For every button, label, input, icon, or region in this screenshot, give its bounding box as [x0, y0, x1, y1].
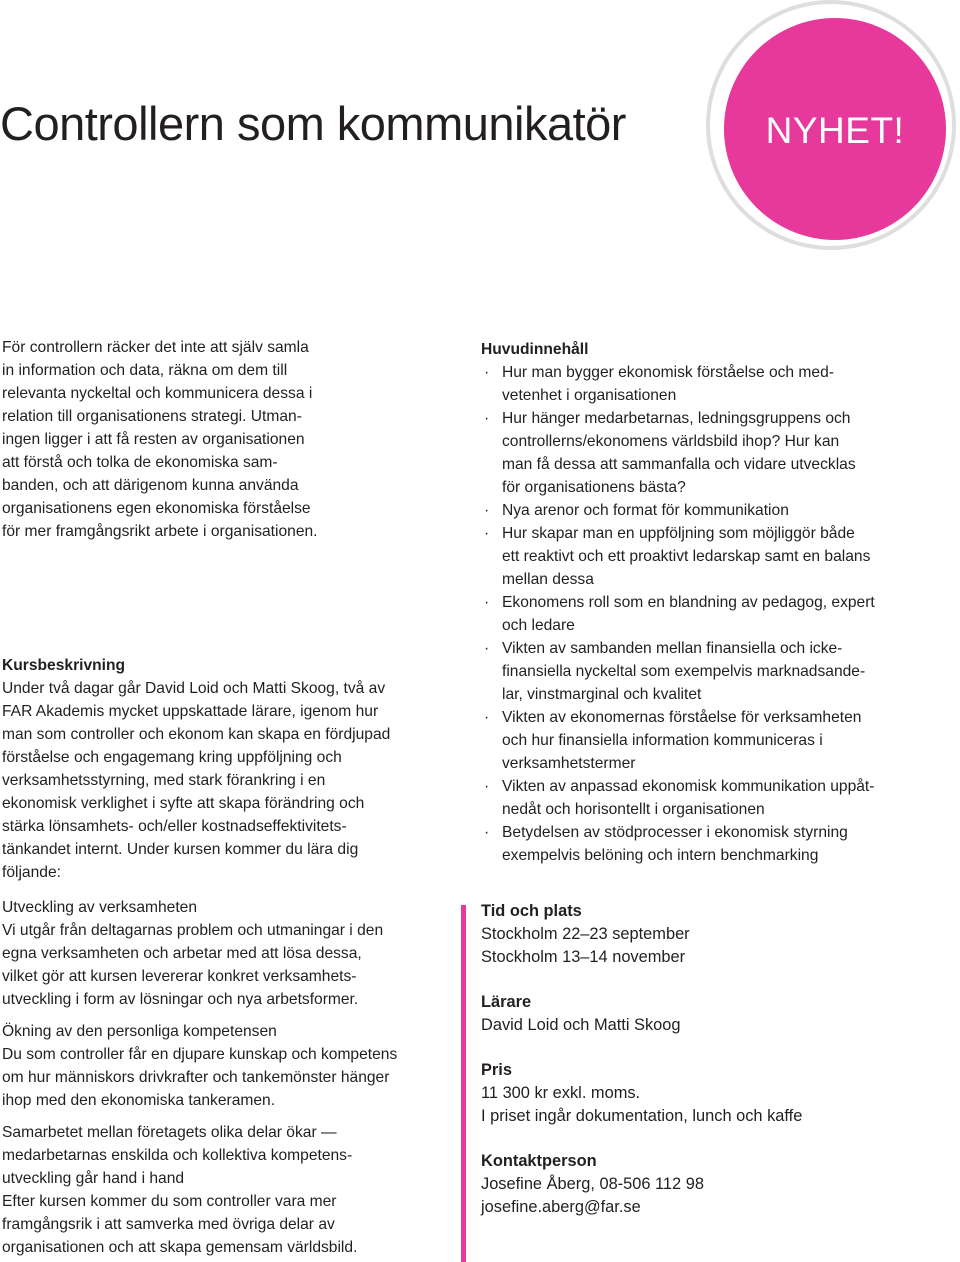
- topic-heading: utveckling går hand i hand: [2, 1170, 185, 1187]
- list-item-line: Betydelsen av stödprocesser i ekonomisk styrning: [502, 824, 848, 841]
- list-item: [481, 407, 941, 499]
- kursbeskrivning-heading: Kursbeskrivning: [2, 657, 126, 674]
- bullet-icon: ·: [484, 525, 490, 542]
- info-line: David Loid och Matti Skoog: [481, 1016, 681, 1034]
- kurs-line: tänkandet internt. Under kursen kommer du lära dig: [2, 841, 359, 858]
- topic-verksamheten: [2, 896, 448, 1011]
- kurs-line: stärka lönsamhets- och/eller kostnadseffektivitets-: [2, 818, 347, 835]
- info-line: Stockholm 13–14 november: [481, 948, 686, 966]
- kurs-line: ekonomisk verklighet i syfte att skapa förändring och: [2, 795, 365, 812]
- list-item-line: och hur finansiella information kommuniceras i: [502, 732, 823, 749]
- list-item: [481, 775, 941, 821]
- list-item-line: verksamhetstermer: [502, 755, 636, 772]
- topic-heading: Samarbetet mellan företagets olika delar ökar —: [2, 1124, 337, 1141]
- info-pris: [481, 1059, 941, 1128]
- list-item: [481, 499, 941, 522]
- topic-line: organisationen och att skapa gemensam världsbild.: [2, 1239, 358, 1256]
- info-heading: Pris: [481, 1061, 512, 1079]
- badge-ring: [710, 4, 952, 246]
- list-item-line: Vikten av anpassad ekonomisk kommunikation uppåt-: [502, 778, 875, 795]
- topic-line: vilket gör att kursen levererar konkret verksamhets-: [2, 968, 357, 985]
- bullet-icon: ·: [484, 778, 490, 795]
- list-item: [481, 361, 941, 407]
- bullet-icon: ·: [484, 364, 490, 381]
- topic-line: framgångsrik i att samverka med övriga delar av: [2, 1216, 335, 1233]
- contact-email-link[interactable]: josefine.aberg@far.se: [481, 1198, 641, 1216]
- bullet-icon: ·: [484, 824, 490, 841]
- kurs-line: förståelse och engagemang kring uppföljning och: [2, 749, 342, 766]
- list-item-line: Vikten av sambanden mellan finansiella och icke-: [502, 640, 843, 657]
- kursbeskrivning-section: [2, 654, 448, 884]
- nyhet-badge: [706, 0, 956, 250]
- topic-heading: Utveckling av verksamheten: [2, 899, 198, 916]
- topic-line: Du som controller får en djupare kunskap och kompetens: [2, 1046, 398, 1063]
- list-item-line: för organisationens bästa?: [502, 479, 686, 496]
- list-item-line: controllerns/ekonomens världsbild ihop? Hur kan: [502, 433, 840, 450]
- contact-phone: Josefine Åberg, 08-506 112 98: [481, 1175, 704, 1193]
- bullet-icon: ·: [484, 410, 490, 427]
- bullet-icon: ·: [484, 640, 490, 657]
- intro-line: banden, och att därigenom kunna använda: [2, 477, 299, 494]
- list-item: [481, 591, 941, 637]
- right-column: [481, 338, 941, 867]
- list-item: [481, 522, 941, 591]
- topic-line: Vi utgår från deltagarnas problem och utmaningar i den: [2, 922, 384, 939]
- intro-paragraph: [2, 336, 442, 543]
- intro-line: för mer framgångsrikt arbete i organisationen.: [2, 523, 318, 540]
- list-item-line: Hur skapar man en uppföljning som möjliggör både: [502, 525, 855, 542]
- badge-label: NYHET!: [765, 110, 905, 151]
- info-heading: Tid och plats: [481, 902, 582, 920]
- list-item-line: mellan dessa: [502, 571, 594, 588]
- intro-line: organisationens egen ekonomiska förståelse: [2, 500, 311, 517]
- topic-heading: Ökning av den personliga kompetensen: [2, 1023, 277, 1040]
- info-heading: Kontaktperson: [481, 1152, 597, 1170]
- intro-line: in information och data, räkna om dem till: [2, 362, 288, 379]
- list-item: [481, 706, 941, 775]
- bullet-icon: ·: [484, 709, 490, 726]
- list-item-line: finansiella nyckeltal som exempelvis marknadsande-: [502, 663, 866, 680]
- topic-kompetensen: [2, 1020, 448, 1112]
- intro-line: relation till organisationens strategi. Utman-: [2, 408, 302, 425]
- kurs-line: FAR Akademis mycket uppskattade lärare, igenom hur: [2, 703, 379, 720]
- info-line: I priset ingår dokumentation, lunch och kaffe: [481, 1107, 803, 1125]
- kurs-line: Under två dagar går David Loid och Matti Skoog, två av: [2, 680, 386, 697]
- bullet-icon: ·: [484, 594, 490, 611]
- intro-line: För controllern räcker det inte att själv samla: [2, 339, 309, 356]
- kurs-line: verksamhetsstyrning, med stark förankring i en: [2, 772, 326, 789]
- info-line: Stockholm 22–23 september: [481, 925, 690, 943]
- info-heading: Lärare: [481, 993, 532, 1011]
- list-item-line: nedåt och horisontellt i organisationen: [502, 801, 765, 818]
- topic-samarbetet: [2, 1121, 448, 1259]
- page-title: Controllern som kommunikatör: [0, 97, 626, 150]
- kurs-line: följande:: [2, 864, 61, 881]
- intro-line: ingen ligger i att få resten av organisationen: [2, 431, 305, 448]
- list-item: [481, 637, 941, 706]
- intro-line: relevanta nyckeltal och kommunicera dessa i: [2, 385, 313, 402]
- list-item-line: Hur hänger medarbetarnas, ledningsgruppens och: [502, 410, 851, 427]
- list-item-line: Ekonomens roll som en blandning av pedagog, expert: [502, 594, 875, 611]
- list-item-line: Hur man bygger ekonomisk förståelse och med-: [502, 364, 834, 381]
- topic-line: egna verksamheten och arbetar med att lösa dessa,: [2, 945, 362, 962]
- list-item-line: Vikten av ekonomernas förståelse för verksamheten: [502, 709, 862, 726]
- info-kontaktperson: [481, 1150, 941, 1219]
- list-item-line: lar, vinstmarginal och kvalitet: [502, 686, 702, 703]
- course-info: [481, 900, 941, 1241]
- topic-heading: medarbetarnas enskilda och kollektiva kompetens-: [2, 1147, 353, 1164]
- list-item-line: vetenhet i organisationen: [502, 387, 677, 404]
- info-tid-och-plats: [481, 900, 941, 969]
- topic-line: om hur människors drivkrafter och tankemönster hänger: [2, 1069, 390, 1086]
- kurs-line: man som controller och ekonom kan skapa en fördjupad: [2, 726, 391, 743]
- topic-line: utveckling i form av lösningar och nya arbetsformer.: [2, 991, 359, 1008]
- list-item-line: man få dessa att sammanfalla och vidare utvecklas: [502, 456, 856, 473]
- info-line: 11 300 kr exkl. moms.: [481, 1084, 641, 1102]
- list-item-line: Nya arenor och format för kommunikation: [502, 502, 789, 519]
- list-item-line: och ledare: [502, 617, 575, 634]
- huvudinnehall-heading: Huvudinnehåll: [481, 341, 589, 358]
- bullet-icon: ·: [484, 502, 490, 519]
- topic-line: ihop med den ekonomiska tankeramen.: [2, 1092, 276, 1109]
- list-item-line: exempelvis belöning och intern benchmarking: [502, 847, 819, 864]
- topic-line: Efter kursen kommer du som controller vara mer: [2, 1193, 337, 1210]
- intro-line: att förstå och tolka de ekonomiska sam-: [2, 454, 278, 471]
- info-larare: [481, 991, 941, 1037]
- accent-bar: [461, 905, 466, 1262]
- huvudinnehall-list: [481, 361, 941, 867]
- list-item: [481, 821, 941, 867]
- left-column: [2, 654, 448, 1259]
- list-item-line: ett reaktivt och ett proaktivt ledarskap samt en balans: [502, 548, 871, 565]
